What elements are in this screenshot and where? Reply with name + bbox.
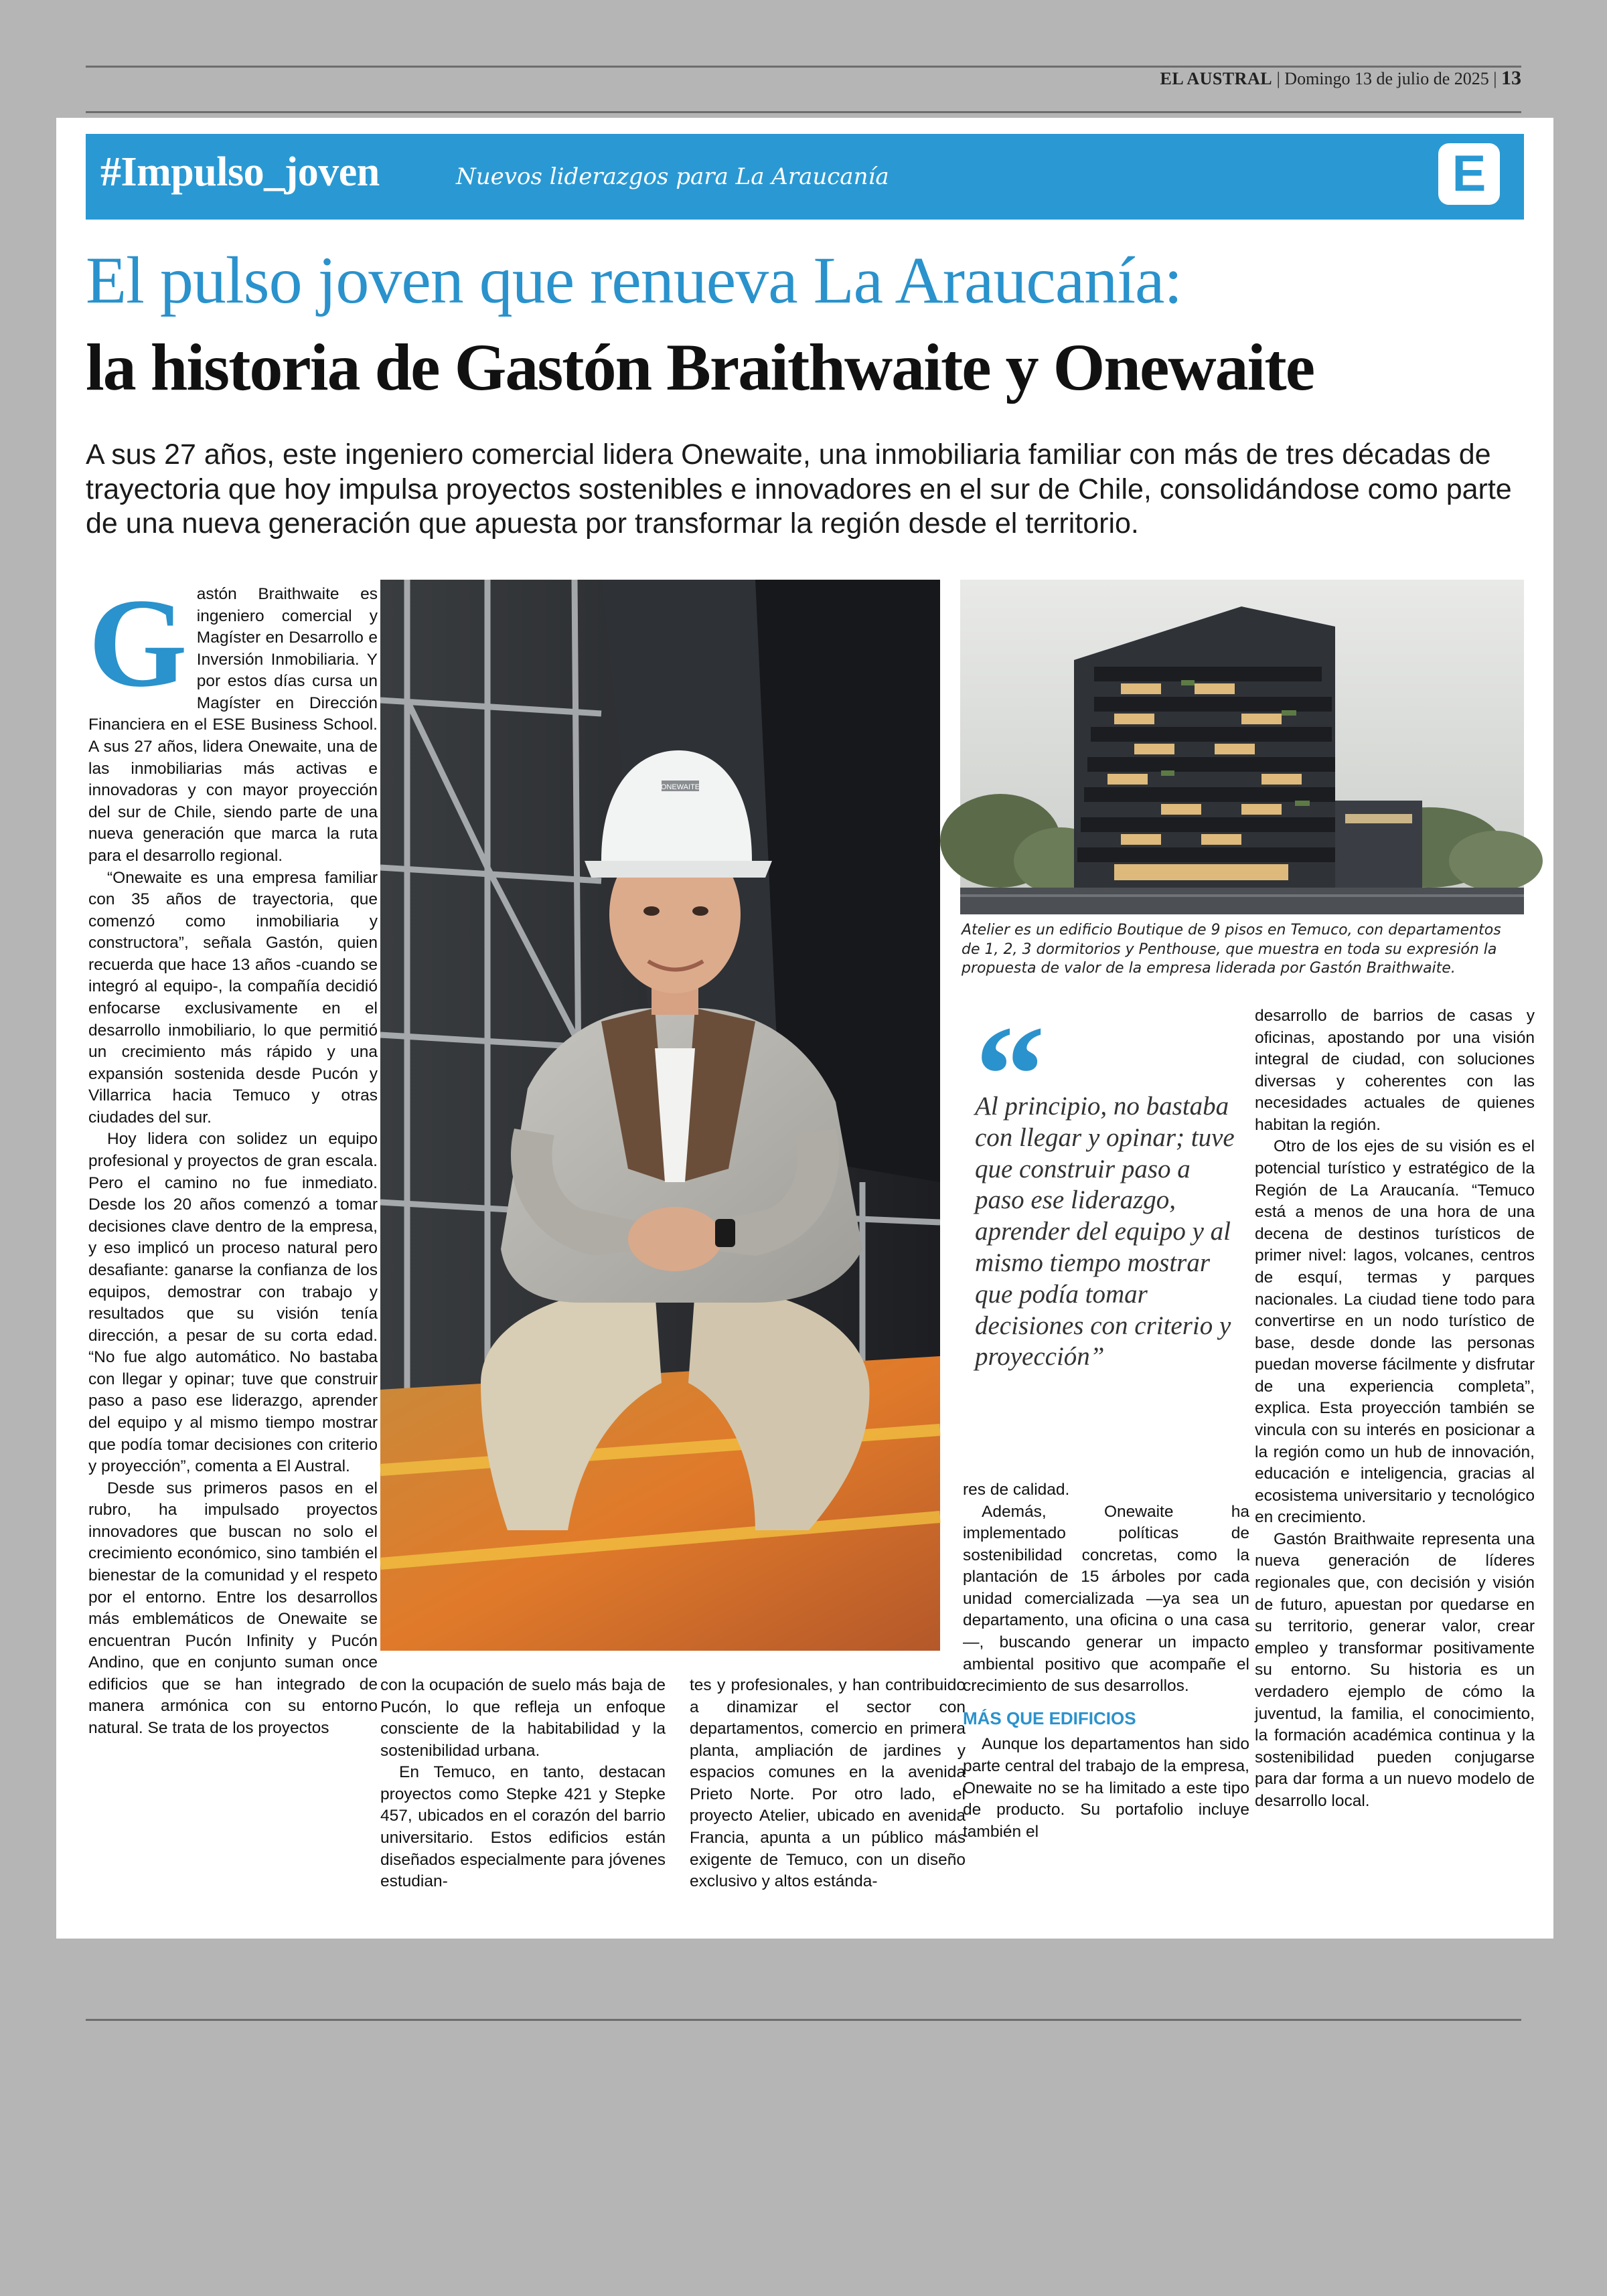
article-paragraph: res de calidad.	[963, 1481, 1070, 1499]
headline-line-1: El pulso joven que renueva La Araucanía:	[86, 243, 1182, 317]
section-tagline: Nuevos liderazgos para La Araucanía	[456, 163, 889, 190]
article-paragraph: Aunque los departamentos han sido parte central del trabajo de la empresa, Onewaite no se ha limitado a este tipo de producto. Su portafolio incluye también el	[963, 1735, 1249, 1841]
section-subheading: MÁS QUE EDIFICIOS	[963, 1708, 1136, 1728]
article-paragraph: con la ocupación de suelo más baja de Pucón, lo que refleja un enfoque consciente de la habitabilidad y la sostenibilidad urbana.	[380, 1676, 666, 1760]
helmet-logo-label: ONEWAITE	[660, 783, 700, 791]
headline-line-2: la historia de Gastón Braithwaite y Onewaite	[86, 330, 1314, 404]
article-column-5	[1255, 1005, 1535, 1896]
article-paragraph: Gastón Braithwaite representa una nueva generación de líderes regionales que, con decisión y visión de futuro, apuestan por quedarse en su territorio, generar valor, crear empleo y transformar positivamente su entorno. Su historia es un verdadero ejemplo de cómo la juventud, la familia, el conocimiento, la formación académica continua y la sostenibilidad pueden conjugarse para dar forma a un nuevo modelo de desarrollo local.	[1255, 1530, 1535, 1810]
section-banner	[86, 134, 1524, 220]
newspaper-page	[56, 118, 1553, 1939]
article-paragraph: “Onewaite es una empresa familiar con 35 años de trayectoria, que comenzó como inmobiliaria y constructora”, señala Gastón, quien recuerda que hace 13 años -cuando se integró al equipo-, la compañía decidió enfocarse exclusivamente en el desarrollo inmobiliario, lo que permitió un crecimiento más rápido y una expansión sostenida desde Pucón y Villarrica hacia Temuco y otras ciudades del sur.	[88, 868, 378, 1127]
masthead-paper-name: EL AUSTRAL	[1160, 69, 1273, 88]
pull-quote-text: Al principio, no bastaba con llegar y opinar; tuve que construir paso a paso ese liderazgo, aprender del equipo y al mismo tiempo mostrar que podía tomar decisiones con criterio y proyección”	[975, 1092, 1235, 1372]
bottom-rule	[86, 2019, 1521, 2021]
section-logo-icon	[1438, 143, 1500, 205]
article-lede: A sus 27 años, este ingeniero comercial lidera Onewaite, una inmobiliaria familiar con más de tres décadas de trayectoria que hoy impulsa proyectos sostenibles e innovadores en el sur de Chile, consolidándose como parte de una nueva generación que apuesta por transformar la región desde el territorio.	[86, 438, 1512, 540]
masthead: EL AUSTRAL | Domingo 13 de julio de 2025 | 13	[1160, 67, 1521, 89]
article-column-2	[380, 1675, 666, 1896]
article-paragraph: Además, Onewaite ha implementado políticas de sostenibilidad concretas, como la plantación de 15 árboles por cada unidad comercializada —ya sea un departamento, una oficina o una casa—, buscando generar un impacto ambiental positivo que acompañe el crecimiento de sus desarrollos.	[963, 1502, 1249, 1696]
article-column-3	[690, 1675, 966, 1896]
atelier-building-photo	[960, 580, 1524, 914]
article-column-4	[963, 1479, 1249, 1896]
masthead-date: Domingo 13 de julio de 2025	[1284, 69, 1489, 88]
article-paragraph: Hoy lidera con solidez un equipo profesional y proyectos de gran escala. Pero el camino no fue inmediato. Desde los 20 años comenzó a tomar decisiones clave dentro de la empresa, y eso implicó un proceso natural pero desafiante: ganarse la confianza de los equipos, demostrar con trabajo y resultados que su visión tenía dirección, a pesar de su corta edad. “No fue algo automático. No bastaba con llegar y opinar; tuve que construir paso a paso ese liderazgo, aprender del equipo y al mismo tiempo mostrar que podía tomar decisiones con criterio y proyección”, comenta a El Austral.	[88, 1130, 378, 1476]
article-paragraph: Gastón Braithwaite es ingeniero comercial y Magíster en Desarrollo e Inversión Inmobiliaria. Y por estos días cursa un Magíster en Dirección Financiera en el ESE Business School. A sus 27 años, lidera Onewaite, una de las inmobiliarias más activas e innovadoras y con mayor proyección del sur de Chile, siendo parte de una nueva generación que marca la ruta para el desarrollo regional.	[88, 573, 378, 865]
quote-mark-icon: “	[975, 997, 1045, 1153]
article-paragraph: En Temuco, en tanto, destacan proyectos como Stepke 421 y Stepke 457, ubicados en el corazón del barrio universitario. Estos edificios están diseñados especialmente para jóvenes estudian-	[380, 1763, 666, 1891]
photo-caption: Atelier es un edificio Boutique de 9 pisos en Temuco, con departamentos de 1, 2, 3 dormitorios y Penthouse, que muestra en toda su expresión la propuesta de valor de la empresa liderada por Gastón Braithwaite.	[962, 922, 1501, 977]
section-logo-letter: E	[1452, 145, 1486, 202]
article-paragraph: Desde sus primeros pasos en el rubro, ha impulsado proyectos innovadores que buscan no solo el crecimiento económico, sino también el bienestar de la comunidad y el respeto por el entorno. Entre los desarrollos más emblemáticos de Onewaite se encuentran Pucón Infinity y Pucón Andino, que en conjunto suman once edificios que se han integrado de manera armónica con su entorno natural. Se trata de los proyectos	[88, 1479, 378, 1738]
dropcap-letter: G	[88, 573, 187, 714]
page-number: 13	[1501, 67, 1521, 89]
article-paragraph: Otro de los ejes de su visión es el potencial turístico y estratégico de la Región de La Araucanía. “Temuco está a menos de una hora de una decena de destinos turísticos de primer nivel: lagos, volcanes, centros de esquí, termas y parques nacionales. La ciudad tiene todo para convertirse en un nodo turístico de base, desde donde las personas puedan moverse fácilmente y disfrutar de una experiencia completa”, explica. Esta proyección también se vincula con su interés en posicionar a la región como un hub de innovación, educación e inteligencia, gracias al ecosistema universitario y tecnológico en crecimiento.	[1255, 1137, 1535, 1527]
article-paragraph: tes y profesionales, y han contribuido a dinamizar el sector con departamentos, comercio en primera planta, ampliación de jardines y espacios comunes en la avenida Prieto Norte. Por otro lado, el proyecto Atelier, ubicado en avenida Francia, apunta a un público más exigente de Temuco, con un diseño exclusivo y altos estánda-	[690, 1676, 966, 1891]
masthead-rule	[86, 111, 1521, 113]
pull-quote	[975, 997, 1243, 1373]
section-hashtag: #Impulso_joven	[100, 149, 380, 195]
article-paragraph: desarrollo de barrios de casas y oficinas, apostando por una visión integral de ciudad, con soluciones diversas y coherentes con las necesidades actuales de quienes habitan la región.	[1255, 1007, 1535, 1134]
portrait-photo	[380, 580, 940, 1651]
article-column-1	[88, 573, 378, 1896]
